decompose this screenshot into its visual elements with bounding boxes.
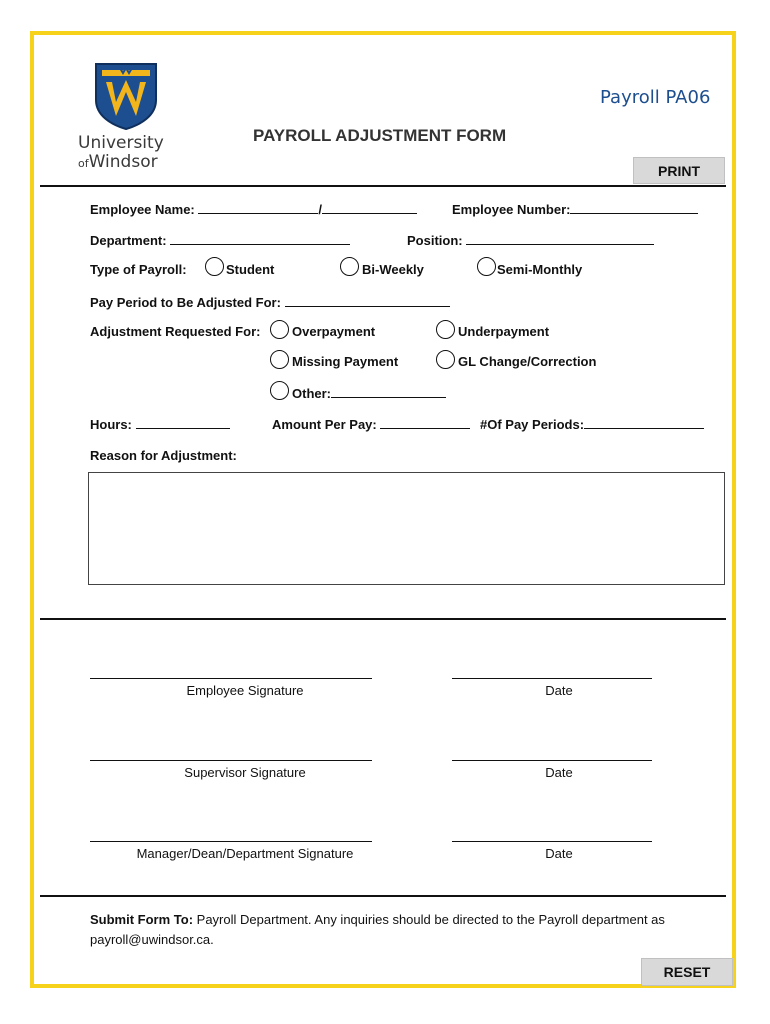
type-of-payroll-label: Type of Payroll: <box>90 262 187 277</box>
employee-date-line[interactable] <box>452 678 652 679</box>
other-field[interactable] <box>331 385 446 398</box>
print-button[interactable]: PRINT <box>633 157 725 184</box>
option-missing-payment-label: Missing Payment <box>292 354 399 369</box>
supervisor-signature-line[interactable] <box>90 760 372 761</box>
logo-university-text: University <box>78 133 164 153</box>
radio-semi-monthly[interactable] <box>477 257 496 276</box>
submit-instructions <box>90 910 725 950</box>
department-label: Department: <box>90 233 167 248</box>
radio-gl-change[interactable] <box>436 350 455 369</box>
pay-period-field[interactable] <box>285 294 450 307</box>
submit-text: Payroll Department. Any inquiries should be directed to the Payroll department as payroll@uwindsor.ca. <box>90 912 665 947</box>
department-field[interactable] <box>170 232 350 245</box>
logo-of-text: of <box>78 157 89 170</box>
option-overpayment-label: Overpayment <box>292 324 376 339</box>
option-gl-change-label: GL Change/Correction <box>458 354 597 369</box>
option-underpayment-label: Underpayment <box>458 324 550 339</box>
reason-label: Reason for Adjustment: <box>90 448 237 463</box>
supervisor-date-line[interactable] <box>452 760 652 761</box>
radio-bi-weekly[interactable] <box>340 257 359 276</box>
manager-date-caption: Date <box>545 846 573 861</box>
employee-signature-caption: Employee Signature <box>186 683 304 698</box>
shield-icon <box>94 62 158 130</box>
footer-divider <box>40 895 726 897</box>
radio-other[interactable] <box>270 381 289 400</box>
hours-field[interactable] <box>136 416 230 429</box>
name-separator: / <box>318 202 323 217</box>
university-logo <box>78 62 168 172</box>
option-student-label: Student <box>226 262 275 277</box>
position-label: Position: <box>407 233 463 248</box>
logo-windsor-text: Windsor <box>88 152 158 172</box>
manager-signature-line[interactable] <box>90 841 372 842</box>
amount-per-pay-field[interactable] <box>380 416 470 429</box>
employee-signature-line[interactable] <box>90 678 372 679</box>
employee-first-name-field[interactable] <box>198 201 318 214</box>
manager-signature-caption: Manager/Dean/Department Signature <box>136 846 354 861</box>
num-pay-periods-label: #Of Pay Periods: <box>480 417 585 432</box>
employee-date-caption: Date <box>545 683 573 698</box>
form-code: Payroll PA06 <box>600 87 711 108</box>
employee-name-label: Employee Name: <box>90 202 195 217</box>
employee-last-name-field[interactable] <box>322 201 417 214</box>
header-divider <box>40 185 726 187</box>
reset-button[interactable]: RESET <box>641 958 733 986</box>
section-divider <box>40 618 726 620</box>
position-field[interactable] <box>466 232 654 245</box>
radio-missing-payment[interactable] <box>270 350 289 369</box>
reason-textarea[interactable] <box>88 472 725 585</box>
option-other-label: Other: <box>292 386 331 401</box>
submit-label: Submit Form To: <box>90 912 194 927</box>
hours-label: Hours: <box>90 417 132 432</box>
adjustment-requested-label: Adjustment Requested For: <box>90 324 261 339</box>
option-semi-monthly-label: Semi-Monthly <box>497 262 583 277</box>
manager-date-line[interactable] <box>452 841 652 842</box>
option-bi-weekly-label: Bi-Weekly <box>362 262 424 277</box>
pay-period-label: Pay Period to Be Adjusted For: <box>90 295 281 310</box>
radio-overpayment[interactable] <box>270 320 289 339</box>
page-title: PAYROLL ADJUSTMENT FORM <box>253 126 507 145</box>
employee-number-label: Employee Number: <box>452 202 571 217</box>
num-pay-periods-field[interactable] <box>584 416 704 429</box>
supervisor-date-caption: Date <box>545 765 573 780</box>
radio-underpayment[interactable] <box>436 320 455 339</box>
employee-number-field[interactable] <box>570 201 698 214</box>
radio-student[interactable] <box>205 257 224 276</box>
amount-per-pay-label: Amount Per Pay: <box>272 417 377 432</box>
supervisor-signature-caption: Supervisor Signature <box>184 765 306 780</box>
